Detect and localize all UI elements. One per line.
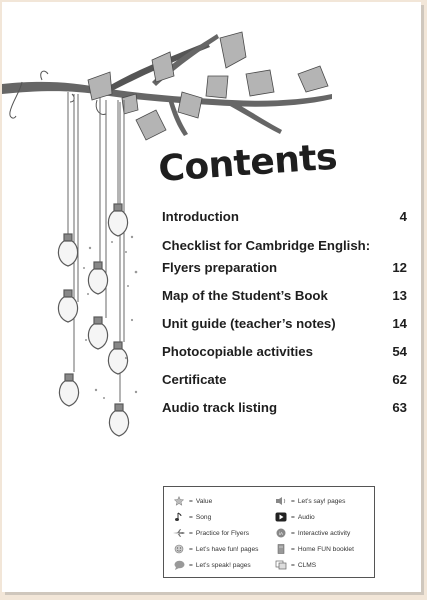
toc-entry-label: Map of the Student’s Book bbox=[162, 288, 328, 303]
legend-item: = Value bbox=[172, 496, 212, 506]
toc-entry-page: 62 bbox=[392, 372, 407, 387]
svg-text:iA: iA bbox=[278, 531, 284, 536]
play-icon bbox=[274, 512, 288, 522]
toc-entry-page: 14 bbox=[392, 316, 407, 331]
toc-entry-label: Flyers preparation bbox=[162, 260, 278, 275]
light-bulb-icon bbox=[58, 204, 128, 436]
toc-entry-page: 13 bbox=[392, 288, 407, 303]
page bbox=[2, 2, 421, 592]
speech-bubble-icon bbox=[172, 560, 186, 570]
legend-item: iA = Interactive activity bbox=[274, 528, 350, 538]
say-icon bbox=[274, 496, 288, 506]
clms-icon bbox=[274, 560, 288, 570]
music-note-icon bbox=[172, 512, 186, 522]
legend-item: = Song bbox=[172, 512, 211, 522]
toc-entry-label: Introduction bbox=[162, 209, 239, 224]
legend-item: = Practice for Flyers bbox=[172, 528, 249, 538]
toc-entry-label: Checklist for Cambridge English: bbox=[162, 238, 371, 253]
toc-entry-page: 12 bbox=[392, 260, 407, 275]
toc-entry-label: Photocopiable activities bbox=[162, 344, 313, 359]
toc-entry bbox=[162, 316, 407, 331]
toc-entry bbox=[162, 260, 407, 275]
toc-entry bbox=[162, 238, 407, 253]
page-title: Contents bbox=[157, 136, 339, 190]
booklet-icon bbox=[274, 544, 288, 554]
fun-icon bbox=[172, 544, 186, 554]
interactive-icon bbox=[274, 528, 288, 538]
toc-entry-label: Certificate bbox=[162, 372, 227, 387]
toc-entry-page: 54 bbox=[392, 344, 407, 359]
legend-item: = Let’s speak! pages bbox=[172, 560, 251, 570]
toc-entry-page: 63 bbox=[392, 400, 407, 415]
legend-item: = CLMS bbox=[274, 560, 316, 570]
toc-entry-label: Unit guide (teacher’s notes) bbox=[162, 316, 336, 331]
flyers-plane-icon bbox=[172, 528, 186, 538]
toc-entry bbox=[162, 372, 407, 387]
icon-legend bbox=[163, 486, 375, 578]
legend-item: = Audio bbox=[274, 512, 315, 522]
star-icon bbox=[172, 496, 186, 506]
legend-item: = Let’s say! pages bbox=[274, 496, 345, 506]
toc-entry bbox=[162, 288, 407, 303]
toc-entry bbox=[162, 400, 407, 415]
legend-item: = Let’s have fun! pages bbox=[172, 544, 258, 554]
toc-entry-label: Audio track listing bbox=[162, 400, 278, 415]
toc-entry bbox=[162, 344, 407, 359]
legend-item: = Home FUN booklet bbox=[274, 544, 354, 554]
toc-entry-page: 4 bbox=[399, 209, 407, 224]
toc-entry bbox=[162, 209, 407, 224]
